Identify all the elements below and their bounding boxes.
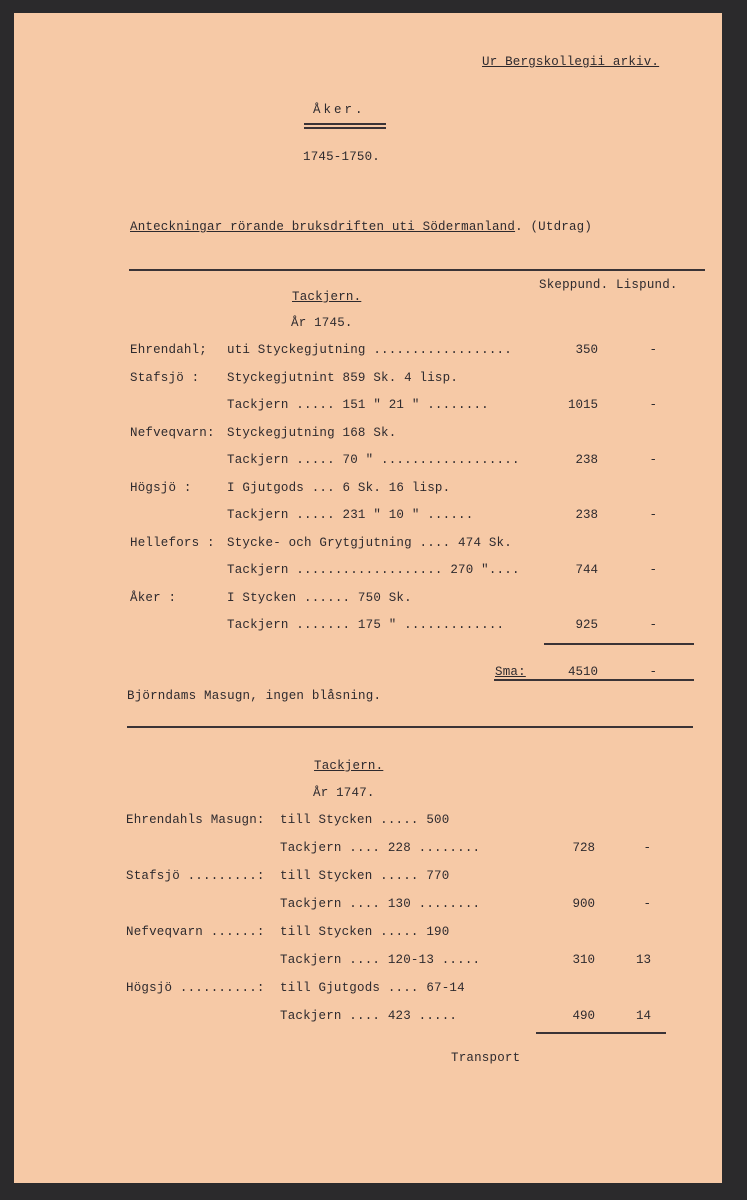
row-place: Nefveqvarn: (130, 425, 215, 440)
row-text: till Stycken ..... 770 (280, 869, 450, 883)
archive-source: Ur Bergskollegii arkiv. (482, 55, 660, 69)
row-place: Högsjö ..........: (126, 981, 265, 995)
row-skeppund: 490 (572, 1009, 595, 1023)
row-place: Högsjö : (130, 480, 192, 495)
row-skeppund: 925 (575, 618, 598, 632)
row-place: Nefveqvarn ......: (126, 925, 265, 939)
row-place: Ehrendahl; (130, 343, 208, 357)
row-lispund: - (649, 343, 657, 357)
section1747-heading: Tackjern. (314, 759, 384, 773)
column-headers: Skeppund. Lispund. (539, 278, 678, 292)
transport-label: Transport (451, 1051, 521, 1065)
row-text: I Stycken ...... 750 Sk. (227, 590, 412, 605)
row-text: uti Styckegjutning .................. (227, 343, 512, 357)
row-text: Tackjern .... 130 ........ (280, 897, 481, 911)
row-text: till Gjutgods .... 67-14 (280, 981, 465, 995)
row-text: Styckegjutning 168 Sk. (227, 425, 397, 440)
title-underline-1 (304, 123, 386, 125)
sum1745-rule-top (544, 643, 694, 645)
row-text: Tackjern .... 120-13 ..... (280, 953, 481, 967)
row-skeppund: 310 (572, 953, 595, 967)
subtitle-main: Anteckningar rörande bruksdriften uti Södermanland (130, 220, 516, 234)
subtitle-extract: . (Utdrag) (515, 220, 593, 234)
section1747-year: År 1747. (313, 786, 375, 800)
row-lispund: - (649, 563, 657, 577)
title-underline-2 (304, 127, 386, 129)
row-lispund: - (643, 897, 651, 911)
row-place: Stafsjö : (130, 370, 200, 385)
document-subtitle (130, 220, 592, 234)
row-skeppund: 728 (572, 841, 595, 855)
row-lispund: 14 (635, 1009, 651, 1023)
sum1745-label: Sma: (495, 665, 526, 679)
sum1745-lispund: - (649, 665, 657, 679)
document-page (14, 13, 722, 1183)
document-title: Åker. (313, 103, 366, 117)
row-place: Hellefors : (130, 535, 215, 550)
document-years: 1745-1750. (303, 150, 381, 164)
section-divider-1 (129, 269, 705, 271)
row-text: Tackjern ..... 70 " .................. (227, 453, 520, 467)
section1745-note: Björndams Masugn, ingen blåsning. (127, 689, 382, 703)
row-skeppund: 350 (575, 343, 598, 357)
row-place: Ehrendahls Masugn: (126, 813, 265, 827)
row-text: I Gjutgods ... 6 Sk. 16 lisp. (227, 480, 451, 495)
row-text: Tackjern ....... 175 " ............. (227, 618, 505, 632)
row-text: Stycke- och Grytgjutning .... 474 Sk. (227, 535, 512, 550)
sum1747-rule (536, 1032, 666, 1034)
row-text: Styckegjutnint 859 Sk. 4 lisp. (227, 370, 459, 385)
row-lispund: - (649, 618, 657, 632)
row-skeppund: 744 (575, 563, 598, 577)
row-text: till Stycken ..... 190 (280, 925, 450, 939)
section1745-year: År 1745. (291, 316, 353, 330)
row-skeppund: 1015 (567, 398, 598, 412)
row-text: till Stycken ..... 500 (280, 813, 450, 827)
section-divider-2 (127, 726, 693, 728)
row-text: Tackjern ..... 151 " 21 " ........ (227, 398, 489, 412)
row-text: Tackjern .... 423 ..... (280, 1009, 458, 1023)
row-lispund: 13 (635, 953, 651, 967)
sum1745-skeppund: 4510 (567, 665, 598, 679)
row-text: Tackjern ................... 270 ".... (227, 563, 520, 577)
row-lispund: - (643, 841, 651, 855)
row-skeppund: 238 (575, 453, 598, 467)
row-lispund: - (649, 508, 657, 522)
row-text: Tackjern .... 228 ........ (280, 841, 481, 855)
row-lispund: - (649, 453, 657, 467)
sum1745-rule-bottom (494, 679, 694, 681)
row-text: Tackjern ..... 231 " 10 " ...... (227, 508, 474, 522)
row-skeppund: 238 (575, 508, 598, 522)
section1745-heading: Tackjern. (292, 290, 362, 304)
row-skeppund: 900 (572, 897, 595, 911)
row-lispund: - (649, 398, 657, 412)
row-place: Åker : (130, 590, 177, 605)
row-place: Stafsjö .........: (126, 869, 265, 883)
